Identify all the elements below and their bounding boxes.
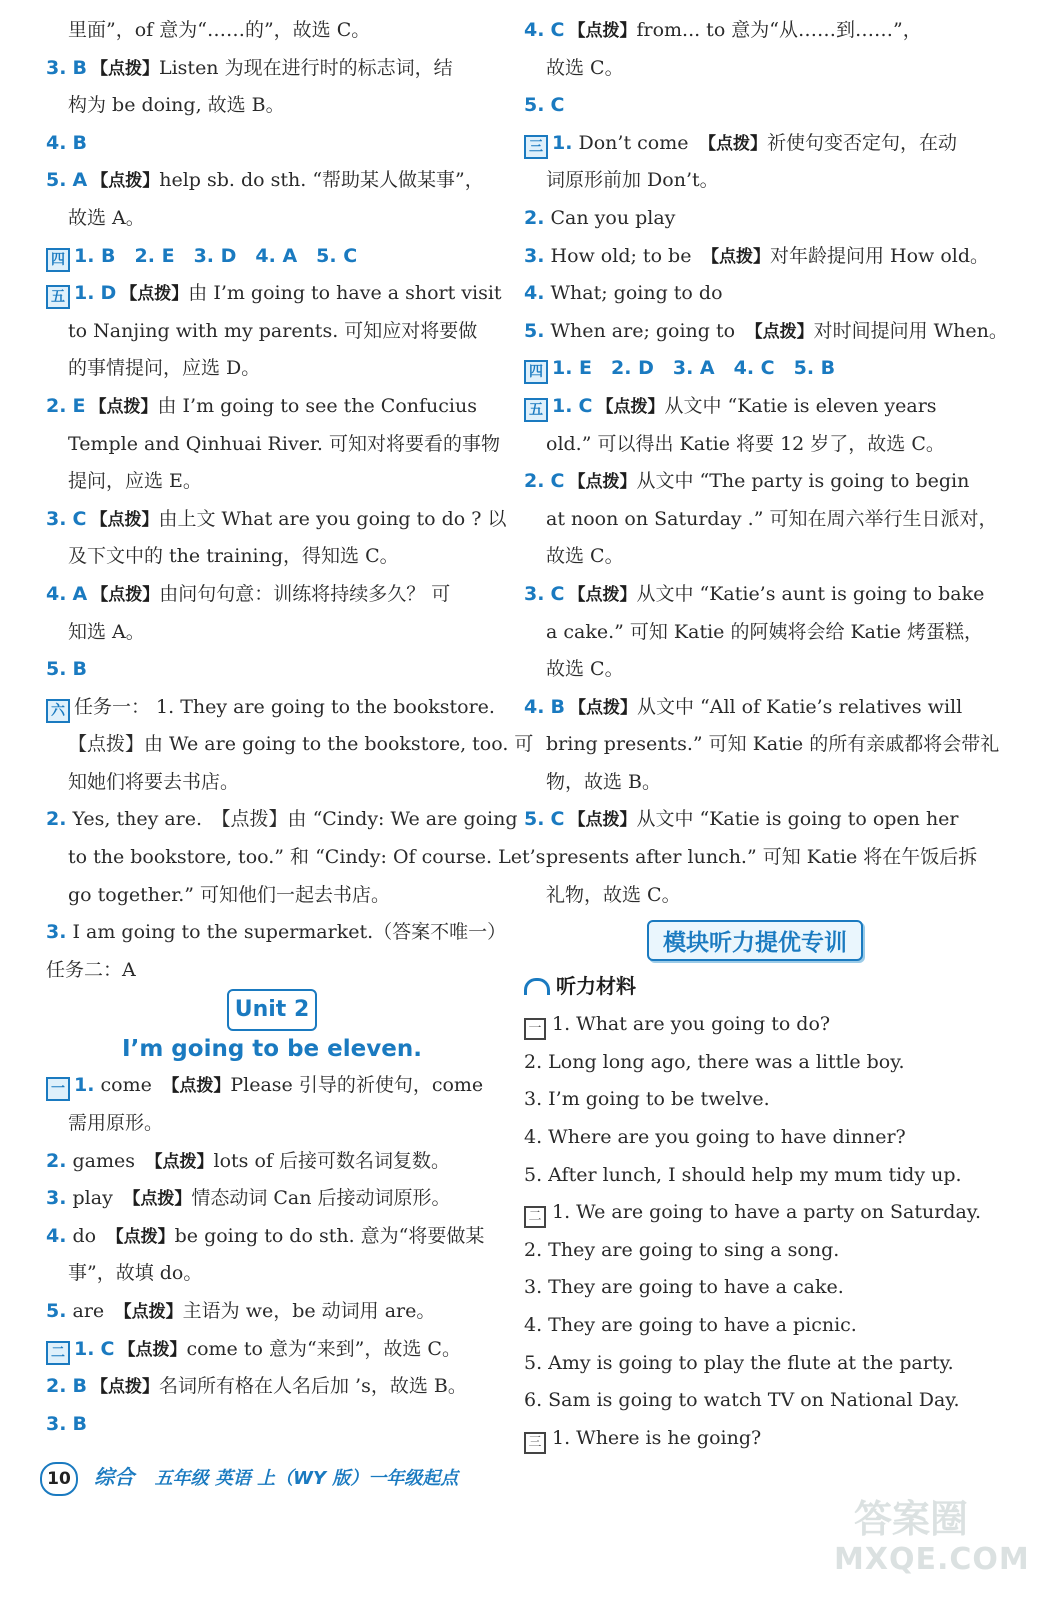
answer-text: Temple and Qinhuai River. 可知对将要看的事物 (68, 432, 500, 455)
answer-letter: C (550, 808, 565, 831)
unit-heading (46, 989, 498, 1031)
answer-text: Can you play (550, 206, 676, 229)
answer-text: games (72, 1149, 136, 1172)
answer-text: 词原形前加 Don’t。 (546, 169, 719, 192)
hint-tag: 【点拨】 (568, 697, 637, 718)
hint-text: 主语为 we，be 动词用 are。 (182, 1300, 436, 1322)
module-banner-title: 模块听力提优专训 (647, 920, 863, 961)
text-line (524, 614, 986, 652)
hint-tag: 【点拨】 (91, 171, 160, 192)
listening-heading-label: 听力材料 (556, 974, 636, 999)
answer-text: 提问，应选 E。 (68, 470, 202, 493)
unit-label: Unit 2 (227, 989, 318, 1031)
item-number: 4. (524, 282, 545, 305)
section-marker: 一 (524, 1018, 546, 1040)
module-banner (524, 914, 986, 966)
answer-text: When are; going to (550, 319, 736, 342)
text-line (524, 651, 986, 689)
answer-text: 【点拨】由 We are going to the bookstore, too. 可 (68, 733, 534, 756)
answer-text: to Nanjing with my parents. 可知应对将要做 (68, 319, 478, 342)
item-number: 3. (46, 56, 67, 79)
text-line (524, 1382, 986, 1420)
answer-text: 2. They are going to sing a song. (524, 1238, 840, 1261)
answer-letter: C (100, 1337, 115, 1360)
answer-text: 事”，故填 do。 (68, 1262, 203, 1285)
item-number: 4. (524, 19, 545, 41)
answer-text: 6. Sam is going to watch TV on National Day. (524, 1389, 960, 1412)
hint-tag: 【点拨】 (568, 584, 637, 605)
hint-text: 情态动词 Can 后接动词原形。 (191, 1187, 451, 1210)
item-number: 5. (46, 658, 67, 681)
item-number: 1. (552, 131, 573, 154)
section-marker: 六 (46, 699, 70, 723)
text-line (524, 538, 986, 576)
answer-text: 4. Where are you going to have dinner? (524, 1126, 906, 1149)
section-marker: 三 (524, 1432, 546, 1454)
hint-text: 对时间提问用 When。 (813, 319, 1008, 342)
answer-item (46, 50, 498, 88)
answer-letter: A (72, 582, 88, 605)
section-marker: 一 (46, 1077, 70, 1101)
answer-item (524, 12, 986, 50)
item-number: 2. (46, 1149, 67, 1172)
text-line (524, 50, 986, 88)
answer-text: 3. I’m going to be twelve. (524, 1088, 770, 1111)
hint-tag: 【点拨】 (90, 1377, 159, 1398)
answer-item (46, 1331, 498, 1369)
answer-item (524, 801, 986, 839)
text-line (524, 1269, 986, 1307)
hint-text: Please 引导的祈使句，come (230, 1074, 484, 1097)
section-marker: 五 (46, 285, 70, 309)
text-line (524, 1044, 986, 1082)
answer-list: 1. B 2. E 3. D 4. A 5. C (74, 244, 358, 267)
text-line (524, 1157, 986, 1195)
hint-text: 从文中 “Katie is going to open her (636, 808, 959, 831)
answer-text: 任务二：A (46, 958, 136, 981)
answer-letter: C (550, 582, 565, 605)
answer-item (46, 1180, 498, 1218)
answer-text: 5. After lunch, I should help my mum tidy up. (524, 1163, 962, 1186)
answer-text: 知她们将要去书店。 (68, 770, 240, 793)
answer-text: to the bookstore, too.” 和 “Cindy: Of course. Let’s (68, 846, 546, 869)
answer-item (46, 275, 502, 313)
listening-line (524, 1420, 986, 1458)
answer-item (524, 463, 986, 501)
answer-item (46, 1218, 498, 1256)
answer-item (46, 689, 498, 727)
text-line (524, 1081, 986, 1119)
answer-text: 构为 be doing, 故选 B。 (68, 94, 285, 117)
listening-line (524, 1006, 986, 1044)
answer-text: bring presents.” 可知 Katie 的所有亲戚都将会带礼 (546, 733, 1000, 756)
item-number: 1. (552, 394, 573, 417)
hint-text: 由问句句意：训练将持续多久？ 可 (159, 582, 451, 605)
answer-item (524, 200, 986, 238)
answer-item (46, 1293, 498, 1331)
hint-text: come to 意为“来到”，故选 C。 (186, 1337, 461, 1360)
headphone-icon (524, 978, 550, 995)
answer-letter: C (72, 507, 87, 530)
book-title: 五年级 英语 上（WY 版）一年级起点 (154, 1468, 459, 1489)
answer-item (524, 238, 989, 276)
hint-text: 祈使句变否定句，在动 (766, 131, 957, 154)
answer-text: do (72, 1224, 97, 1247)
answer-list: 1. E 2. D 3. A 4. C 5. B (552, 357, 836, 380)
section-marker: 三 (524, 135, 548, 159)
item-number: 2. (46, 1375, 67, 1398)
answer-text: How old; to be (550, 244, 692, 267)
hint-tag: 【点拨】 (568, 472, 637, 493)
answer-item (46, 801, 518, 839)
text-line (46, 426, 498, 464)
answer-item (46, 501, 507, 539)
answer-text: 礼物，故选 C。 (546, 883, 681, 906)
item-number: 2. (46, 394, 67, 417)
answer-item (46, 388, 498, 426)
listening-heading (524, 966, 986, 1006)
answer-text: What; going to do (550, 282, 723, 305)
text-line (524, 877, 986, 915)
answer-item (46, 238, 498, 276)
hint-tag: 【点拨】 (154, 1151, 214, 1172)
answer-text: 4. They are going to have a picnic. (524, 1314, 857, 1336)
text-line (46, 463, 498, 501)
text-line (524, 162, 986, 200)
text-line (524, 1119, 986, 1157)
section-marker: 四 (46, 248, 70, 272)
item-number: 5. (524, 94, 545, 117)
hint-text: be going to do sth. 意为“将要做某 (174, 1224, 485, 1247)
answer-item (46, 1143, 498, 1181)
answer-item (46, 1406, 498, 1444)
answer-item (524, 313, 1008, 351)
answer-letter: C (550, 94, 565, 117)
item-number: 5. (46, 1300, 67, 1322)
item-number: 5. (46, 169, 67, 192)
answer-text: 故选 A。 (68, 206, 145, 229)
answer-item (524, 350, 986, 388)
listening-text: 1. What are you going to do? (552, 1013, 831, 1036)
answer-text: 任务一： 1. They are going to the bookstore. (74, 695, 495, 718)
answer-letter: D (100, 282, 117, 305)
answer-text: 2. Long long ago, there was a little boy. (524, 1050, 905, 1073)
hint-tag: 【点拨】 (568, 810, 637, 831)
hint-tag: 【点拨】 (596, 396, 665, 417)
item-number: 1. (74, 282, 95, 305)
hint-text: 对年龄提问用 How old。 (769, 244, 989, 267)
answer-item (46, 162, 498, 200)
hint-text: from... to 意为“从……到……”， (636, 19, 922, 41)
hint-text: 从文中 “Katie is eleven years (664, 394, 937, 417)
item-number: 1. (74, 1074, 95, 1097)
hint-text: 从文中 “Katie’s aunt is going to bake (636, 582, 985, 605)
text-line (524, 1307, 986, 1345)
hint-tag: 【点拨】 (89, 396, 158, 417)
hint-text: Listen 为现在进行时的标志词，结 (158, 56, 453, 79)
answer-text: I am going to the supermarket.（答案不唯一） (72, 921, 507, 944)
brand-logo: 综合 (94, 1465, 135, 1489)
answer-item (524, 388, 986, 426)
listening-line (524, 1194, 986, 1232)
item-number: 3. (46, 1412, 67, 1435)
hint-tag: 【点拨】 (91, 584, 160, 605)
left-column (46, 12, 546, 1443)
page-number: 10 (40, 1462, 78, 1496)
answer-text: a cake.” 可知 Katie 的阿姨将会给 Katie 烤蛋糕， (546, 620, 984, 643)
hint-tag: 【点拨】 (123, 1302, 183, 1322)
item-number: 3. (46, 1187, 67, 1210)
hint-tag: 【点拨】 (115, 1226, 175, 1247)
answer-text: 3. They are going to have a cake. (524, 1276, 844, 1299)
text-line (46, 726, 534, 764)
text-line (524, 426, 986, 464)
hint-tag: 【点拨】 (754, 321, 814, 342)
hint-text: 由上文 What are you going to do ? 以 (158, 507, 507, 530)
hint-tag: 【点拨】 (707, 133, 767, 154)
unit-title: I’m going to be eleven. (122, 1036, 422, 1063)
text-line (524, 764, 986, 802)
item-number: 4. (46, 131, 67, 154)
answer-text: 的事情提问，应选 D。 (68, 357, 261, 380)
hint-text: 从文中 “All of Katie’s relatives will (636, 695, 963, 718)
hint-text: 名词所有格在人名后加 ’s，故选 B。 (158, 1375, 467, 1398)
text-line (46, 87, 498, 125)
answer-letter: A (72, 169, 88, 192)
answer-letter: B (72, 1375, 87, 1398)
right-column (524, 12, 1008, 1457)
answer-text: at noon on Saturday .” 可知在周六举行生日派对， (546, 507, 998, 530)
watermark-url: MXQE.COM (834, 1542, 1030, 1577)
answer-item (46, 914, 507, 952)
item-number: 4. (524, 695, 545, 718)
answer-text: go together.” 可知他们一起去书店。 (68, 883, 391, 906)
answer-text: 故选 C。 (546, 658, 624, 681)
hint-text: help sb. do sth. “帮助某人做某事”， (159, 169, 484, 192)
item-number: 2. (524, 206, 545, 229)
answer-text: 5. Amy is going to play the flute at the party. (524, 1351, 954, 1374)
hint-tag: 【点拨】 (90, 509, 159, 530)
answer-text: presents after lunch.” 可知 Katie 将在午饭后拆 (546, 846, 978, 869)
answer-item (46, 1067, 498, 1105)
answer-letter: C (550, 470, 565, 493)
answer-text: Yes, they are. 【点拨】由 “Cindy: We are going (72, 808, 518, 831)
answer-item (46, 651, 498, 689)
answer-letter: B (72, 1412, 87, 1435)
text-line (524, 726, 1000, 764)
item-number: 2. (524, 470, 545, 493)
text-line (46, 1255, 498, 1293)
text-line (46, 764, 498, 802)
answer-item (46, 125, 498, 163)
text-line (46, 877, 498, 915)
section-marker: 五 (524, 398, 548, 422)
hint-tag: 【点拨】 (131, 1189, 192, 1210)
answer-letter: B (72, 658, 87, 681)
answer-letter: C (578, 394, 593, 417)
answer-text: 知选 A。 (68, 620, 145, 643)
answer-item (524, 689, 986, 727)
answer-item (46, 576, 498, 614)
section-marker: 二 (524, 1206, 546, 1228)
answer-text: play (72, 1187, 113, 1210)
text-line (46, 200, 498, 238)
text-line (524, 1345, 986, 1383)
watermark-text: 答案圈 (854, 1497, 969, 1541)
hint-tag: 【点拨】 (118, 1339, 187, 1360)
text-line (524, 839, 986, 877)
item-number: 4. (46, 582, 67, 605)
item-number: 3. (46, 921, 67, 944)
hint-tag: 【点拨】 (120, 284, 189, 305)
answer-item (524, 275, 986, 313)
hint-text: 由 I’m going to see the Confucius (157, 394, 477, 417)
item-number: 3. (524, 582, 545, 605)
item-number: 1. (74, 1337, 95, 1360)
hint-tag: 【点拨】 (170, 1076, 231, 1097)
listening-text: 1. We are going to have a party on Saturday. (552, 1201, 982, 1224)
answer-text: come (100, 1074, 152, 1097)
answer-text: 及下文中的 the training，得知选 C。 (68, 545, 399, 568)
answer-letter: B (72, 56, 87, 79)
item-number: 5. (524, 808, 545, 831)
answer-letter: B (72, 131, 87, 154)
answer-text: 物，故选 B。 (546, 770, 662, 793)
answer-text: are (72, 1300, 105, 1322)
page-footer (40, 1460, 458, 1494)
text-line (46, 614, 498, 652)
hint-tag: 【点拨】 (710, 246, 770, 267)
text-line (46, 350, 498, 388)
hint-tag: 【点拨】 (90, 58, 159, 79)
answer-item (524, 576, 986, 614)
answer-item (524, 87, 986, 125)
answer-text: 里面”，of 意为“……的”，故选 C。 (68, 19, 371, 41)
listening-text: 1. Where is he going? (552, 1426, 762, 1449)
item-number: 2. (46, 808, 67, 831)
text-line (524, 501, 998, 539)
answer-text: Don’t come (578, 131, 689, 154)
text-line (46, 952, 498, 990)
hint-text: lots of 后接可数名词复数。 (213, 1149, 450, 1172)
item-number: 5. (524, 319, 545, 342)
watermark (830, 1488, 1040, 1592)
hint-text: 由 I’m going to have a short visit (188, 282, 502, 305)
answer-letter: C (550, 19, 565, 41)
text-line (46, 1105, 498, 1143)
answer-text: 需用原形。 (68, 1112, 164, 1135)
item-number: 3. (524, 244, 545, 267)
text-line (46, 313, 498, 351)
section-marker: 四 (524, 360, 548, 384)
hint-tag: 【点拨】 (568, 21, 637, 41)
answer-item (46, 1368, 498, 1406)
answer-text: 故选 C。 (546, 545, 624, 568)
item-number: 4. (46, 1224, 67, 1247)
answer-letter: E (72, 394, 86, 417)
text-line (46, 839, 546, 877)
answer-text: 故选 C。 (546, 56, 624, 79)
text-line (46, 12, 498, 50)
text-line (524, 1232, 986, 1270)
answer-text: old.” 可以得出 Katie 将要 12 岁了，故选 C。 (546, 432, 945, 455)
hint-text: 从文中 “The party is going to begin (636, 470, 970, 493)
item-number: 3. (46, 507, 67, 530)
text-line (46, 538, 498, 576)
section-marker: 二 (46, 1341, 70, 1365)
answer-letter: B (550, 695, 565, 718)
answer-item (524, 125, 986, 163)
